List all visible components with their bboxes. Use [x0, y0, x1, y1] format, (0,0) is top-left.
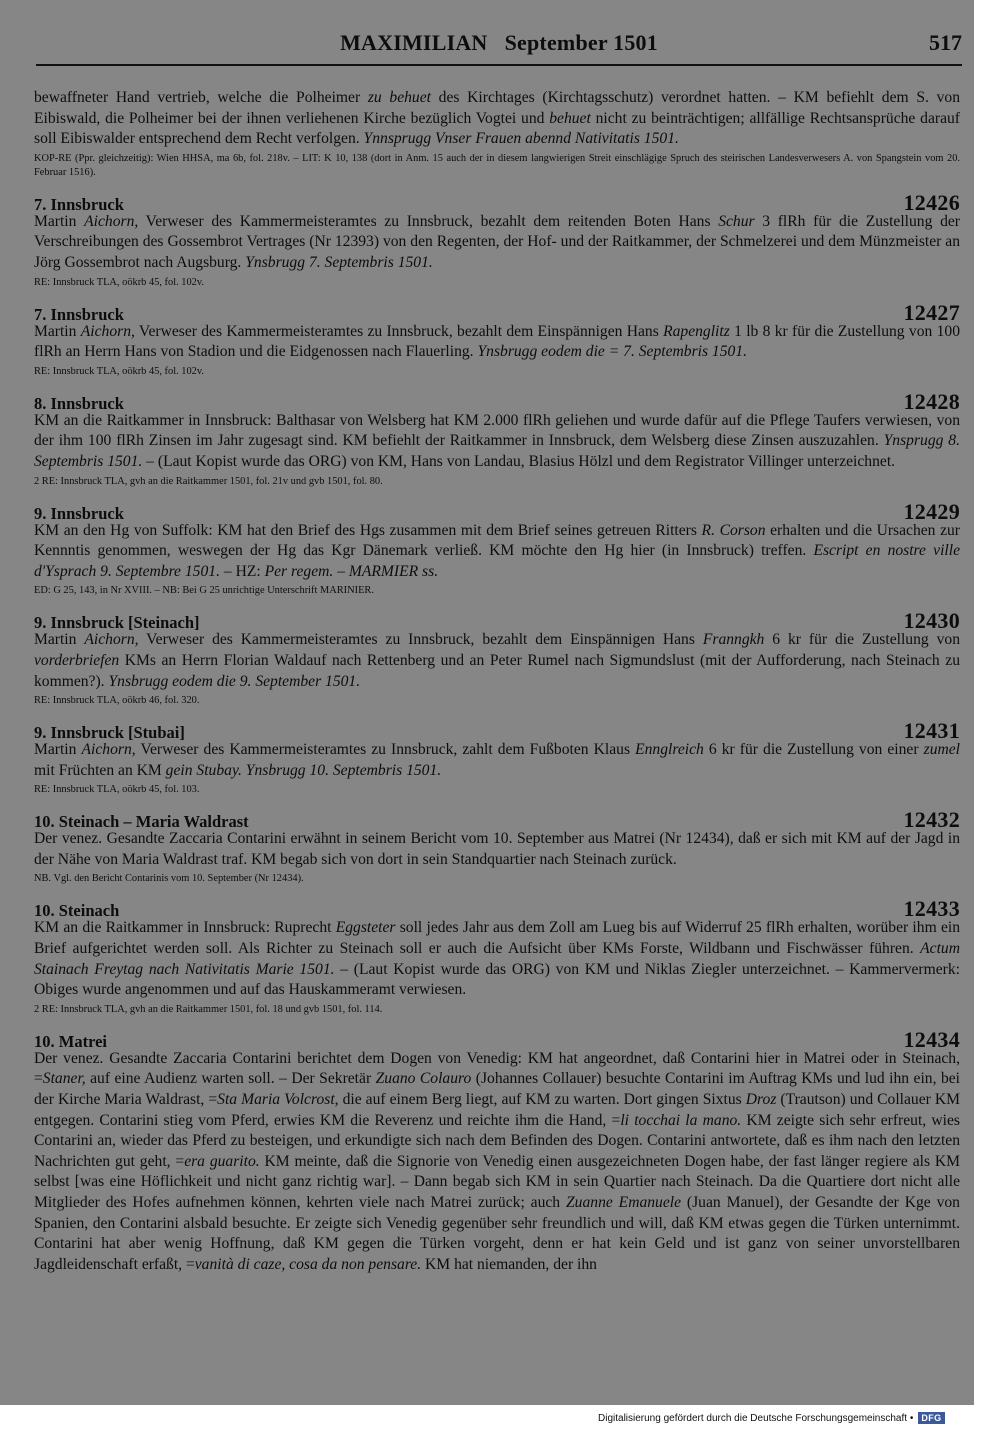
entry-date-place: 7. Innsbruck — [34, 304, 124, 324]
italic-run: Ynnsprugg Vnser Frauen abennd Nativitatis 1501. — [363, 130, 679, 148]
entry — [34, 608, 960, 708]
entry — [34, 300, 960, 379]
text-run: (Juan Manuel), der Gesandte der Kge von Spanien, den Contarini alsbald besuchte. Er zeigte sich Venedig gegenüber sehr freundlich und will, daß KM etwas gegen die Türken unternimmt. Contarini hat aber wenig Hoffnung, daß KM gegen die Türken vorgeht, denn er hat kein Geld und ist ganz von seiner unvorstellbaren Jagdleidenschaft erfaßt, = — [34, 1194, 960, 1273]
italic-run: Sta Maria Volcrost, — [217, 1091, 339, 1109]
entry — [34, 190, 960, 290]
text-run: KM zeigte sich sehr erfreut, wies Contarini an, wieder das Pferd zu besteigen, und erkundigte sich nach dem Befinden des Dogen. Contarini antwortete, daß es ihm nach den letzten Nachrichten gut geht, = — [34, 1111, 960, 1170]
entry-heading — [34, 299, 960, 325]
italic-run: Ynsbrugg 7. Septembris 1501. — [245, 253, 433, 271]
text-run: KM hat niemanden, der ihn — [421, 1255, 597, 1273]
entry-text — [34, 1049, 960, 1276]
entry-number: 12426 — [903, 189, 960, 215]
entry — [34, 896, 960, 1016]
italic-run: Staner, — [42, 1070, 86, 1088]
italic-run: Ennglreich — [635, 741, 704, 759]
entry-text — [34, 829, 960, 870]
italic-run: Eggsteter — [335, 919, 396, 937]
italic-run: Aichorn, — [80, 322, 135, 340]
text-run: KM an den Hg von Suffolk: KM hat den Brief des Hgs zusammen mit dem Brief seines getreuen Ritters — [34, 521, 702, 539]
text-run: – HZ: — [219, 562, 265, 580]
text-run: Verweser des Kammermeisteramtes zu Innsbruck, bezahlt dem reitenden Boten Hans — [138, 212, 719, 230]
entry-date-place: 7. Innsbruck — [34, 194, 124, 214]
entry-text — [34, 521, 960, 583]
entry — [34, 807, 960, 886]
entry-date-place: 10. Steinach — [34, 901, 120, 921]
text-run: – (Laut Kopist wurde das ORG) von KM, Hans von Landau, Blasius Hölzl und dem Registrator Villinger unterzeichnet. — [142, 452, 896, 470]
dfg-logo: DFG — [918, 1412, 944, 1424]
text-run: KMs an Herrn Florian Waldauf nach Rettenberg und an Peter Rumel nach Sigmundslust (mit der Aufforderung, nach Steinach zu kommen?). — [34, 651, 960, 690]
italic-run: Actum Stainach Freytag nach Nativitatis Marie 1501. — [34, 940, 960, 978]
text-run: (Johannes Collauer) besuchte Contarini im Auftrag KMs und lud ihn ein, bei der Kirche Maria Waldrast, = — [34, 1070, 960, 1109]
text-run: nicht zu beinträchtigen; allfällige Rechtsansprüche darauf soll Eibiswalder entsprechend dem Recht verfolgen. — [34, 109, 960, 148]
entry-text — [34, 740, 960, 781]
entry-number: 12430 — [903, 608, 960, 634]
entry-text — [34, 411, 960, 473]
source-note: NB. Vgl. den Bericht Contarinis vom 10. September (Nr 12434). — [34, 873, 304, 885]
italic-run: R. Corson — [701, 521, 766, 539]
entry-date-place: 9. Innsbruck [Stubai] — [34, 723, 185, 743]
source-note: ED: G 25, 143, in Nr XVIII. – NB: Bei G 25 unrichtige Unterschrift MARINIER. — [34, 585, 374, 597]
italic-run: Droz — [745, 1091, 777, 1109]
entry — [34, 1027, 960, 1276]
entry — [34, 499, 960, 599]
entry-date-place: 9. Innsbruck — [34, 503, 124, 523]
text-run: Verweser des Kammermeisteramtes zu Innsbruck, bezahlt dem Einspännigen Hans — [134, 322, 664, 340]
text-run: – (Laut Kopist wurde das ORG) von KM und Niklas Ziegler unterzeichnet. – Kammervermerk: Obiges wurde angenommen und auf das Hauskammeramt verwiesen. — [34, 960, 960, 999]
italic-run: Aichorn, — [84, 631, 139, 649]
entry-heading — [34, 1026, 960, 1052]
italic-run: vorderbriefen — [34, 651, 120, 669]
entry-heading — [34, 498, 960, 524]
text-run: soll jedes Jahr aus dem Zoll am Lueg bis auf Widerruf 25 flRh erhalten, worüber ihm ein Brief aufgerichtet werden soll. Als Richter zu Steinach soll er auch die Aufsicht über KMs Forste, Wildbann und Fischwässer führen. — [34, 919, 960, 958]
text-run: die auf einem Berg liegt, auf KM zu warten. Dort gingen Sixtus — [338, 1091, 746, 1109]
entry — [34, 718, 960, 797]
credit-text: Digitalisierung gefördert durch die Deutsche Forschungsgemeinschaft • — [598, 1412, 914, 1424]
entry-text — [34, 630, 960, 692]
entry-date-place: 8. Innsbruck — [34, 393, 124, 413]
italic-run: Aichorn, — [84, 212, 139, 230]
italic-run: Aichorn, — [81, 741, 136, 759]
italic-run: gein Stubay. Ynsbrugg 10. Septembris 1501. — [165, 761, 442, 779]
entry-heading — [34, 189, 960, 215]
source-note: 2 RE: Innsbruck TLA, gvh an die Raitkammer 1501, fol. 18 und gvb 1501, fol. 114. — [34, 1003, 383, 1015]
source-note: KOP-RE (Ppr. gleichzeitig): Wien HHSA, ma 6b, fol. 218v. – LIT: K 10, 138 (dort in Anm. 15 auch der in diesem langwierigen Streit einschlägige Spruch des steirischen Landesverwesers A. von Spangstein vom 20. Februar 1516). — [34, 152, 960, 178]
italic-run: zu behuet — [367, 89, 431, 106]
text-run: Der venez. Gesandte Zaccaria Contarini erwähnt in seinem Bericht vom 10. September aus Matrei (Nr 12434), daß er sich mit KM auf der Jagd in der Nähe von Maria Waldrast traf. KM begab sich von dort in sein Standquartier nach Steinach zurück. — [34, 830, 960, 868]
entry-heading — [34, 388, 960, 414]
italic-run: vanità di caze, cosa da non pensare. — [194, 1255, 422, 1273]
text-run: bewaffneter Hand vertrieb, welche die Polheimer — [34, 89, 368, 106]
entry-text — [34, 322, 960, 363]
page-header — [36, 28, 962, 66]
source-note: 2 RE: Innsbruck TLA, gvh an die Raitkammer 1501, fol. 21v und gvb 1501, fol. 80. — [34, 475, 383, 487]
text-run: Martin — [34, 631, 85, 649]
entry-text — [34, 212, 960, 274]
entry-date-place: 10. Matrei — [34, 1031, 108, 1051]
source-note: RE: Innsbruck TLA, oökrb 46, fol. 320. — [34, 695, 200, 707]
text-run: 3 flRh für die Zustellung der Verschreibungen des Gossembrot Vertrages (Nr 12393) von den Regenten, der Hof- und der Raitkammer, der Schmelzerei und dem Münzmeister an Jörg Gossembrot nach Augsburg. — [34, 212, 960, 271]
text-run: des Kirchtages (Kirchtagsschutz) verordnet hatten. – KM befiehlt dem S. von Eibiswald, die Polheimer bei der ihnen verliehenen Kirche bezüglich Vogtei und — [34, 89, 960, 127]
text-run: KM an die Raitkammer in Innsbruck: Ruprecht — [34, 919, 336, 937]
entry-heading — [34, 807, 960, 833]
text-run: – — [333, 562, 349, 580]
text-run: 6 kr für die Zustellung von — [764, 631, 960, 649]
page-number: 517 — [929, 30, 962, 55]
entry-number: 12432 — [903, 807, 960, 833]
entry-number: 12431 — [903, 718, 960, 744]
entry-heading — [34, 718, 960, 744]
intro-continuation — [34, 88, 960, 180]
italic-run: Zuano Colauro — [375, 1070, 472, 1088]
italic-run: Ynsbrugg eodem die 9. September 1501. — [108, 672, 361, 690]
source-note: RE: Innsbruck TLA, oökrb 45, fol. 102v. — [34, 365, 204, 377]
document-body — [34, 88, 960, 1275]
source-note: RE: Innsbruck TLA, oökrb 45, fol. 103. — [34, 784, 200, 796]
entry — [34, 389, 960, 489]
italic-run: behuet — [549, 109, 591, 127]
italic-run: MARMIER ss. — [348, 562, 439, 580]
entry-date-place: 10. Steinach – Maria Waldrast — [34, 812, 249, 832]
text-run: 1 lb 8 kr für die Zustellung von 100 flRh an Herrn Hans von Stadion und die Eidgenossen nach Flauerling. — [34, 322, 960, 361]
text-run: KM an die Raitkammer in Innsbruck: Balthasar von Welsberg hat KM 2.000 flRh geliehen und wurde dafür auf die Pflege Taufers verwiesen, von der ihm 100 flRh Zinsen im Jahr zugesagt sind. KM befiehlt der Raitkammer in Innsbruck, dem Welsberg diese Zinsen auszuzahlen. — [34, 411, 960, 450]
entry-number: 12434 — [903, 1026, 960, 1052]
entry-number: 12429 — [903, 498, 960, 524]
italic-run: Escript en nostre ville d'Ysprach 9. Septembre 1501. — [34, 542, 960, 580]
text-run: Martin — [34, 322, 81, 340]
entry-text — [34, 918, 960, 1000]
entry-number: 12428 — [903, 388, 960, 414]
text-run: Martin — [34, 212, 85, 230]
text-run: Verweser des Kammermeisteramtes zu Innsbruck, zahlt dem Fußboten Klaus — [135, 741, 636, 759]
text-run: Martin — [34, 741, 82, 759]
running-title: MAXIMILIAN September 1501 — [340, 30, 658, 55]
italic-run: Rapenglitz — [663, 322, 730, 340]
entry-number: 12427 — [903, 299, 960, 325]
italic-run: era guarito. — [184, 1152, 260, 1170]
entry-date-place: 9. Innsbruck [Steinach] — [34, 613, 200, 633]
text-run: KM meinte, daß die Signorie von Venedig einen ausgezeichneten Dogen habe, der fast länger regiere als KM selbst [was eine Höflichkeit und nicht ganz richtig war]. – Dann begab sich KM in sein Quartier nach Steinach. Da die Quartiere dort nicht alle Mitglieder des Hofes aufnehmen können, kehrten viele nach Matrei zurück; auch — [34, 1152, 960, 1211]
italic-run: Schur — [718, 212, 755, 230]
text-run: mit Früchten an KM — [34, 761, 166, 779]
digitization-credit — [598, 1409, 945, 1427]
italic-run: Ynsbrugg eodem die = 7. Septembris 1501. — [477, 343, 748, 361]
italic-run: Ynsprugg 8. Septembris 1501. — [34, 432, 960, 470]
italic-run: zumel — [923, 741, 961, 759]
text-run: Verweser des Kammermeisteramtes zu Innsbruck, bezahlt dem Einspännigen Hans — [138, 631, 703, 649]
text-run: Der venez. Gesandte Zaccaria Contarini berichtet dem Dogen von Venedig: KM hat angeordnet, daß Contarini hier in Matrei oder in Steinach, = — [34, 1049, 960, 1088]
source-note: RE: Innsbruck TLA, oökrb 45, fol. 102v. — [34, 276, 204, 288]
text-run: erhalten und die Ursachen zur Kennntis genommen, weswegen der Hg das Kgr Dänemark verließ. KM möchte den Hg hier (in Innsbruck) treffen. — [34, 521, 960, 560]
text-run: (Trautson) und Collauer KM entgegen. Contarini stieg vom Pferd, erwies KM die Reverenz und reichte ihm die Hand, = — [34, 1091, 960, 1129]
italic-run: li tocchai la mano. — [620, 1111, 742, 1129]
entry-heading — [34, 896, 960, 922]
italic-run: Per regem. — [264, 562, 334, 580]
entry-number: 12433 — [903, 896, 960, 922]
text-run: 6 kr für die Zustellung von einer — [703, 741, 924, 759]
text-run: auf eine Audienz warten soll. – Der Sekretär — [85, 1070, 376, 1088]
italic-run: Zuanne Emanuele — [566, 1194, 682, 1211]
entry-heading — [34, 608, 960, 634]
intro-text — [34, 88, 960, 150]
italic-run: Franngkh — [702, 631, 765, 649]
